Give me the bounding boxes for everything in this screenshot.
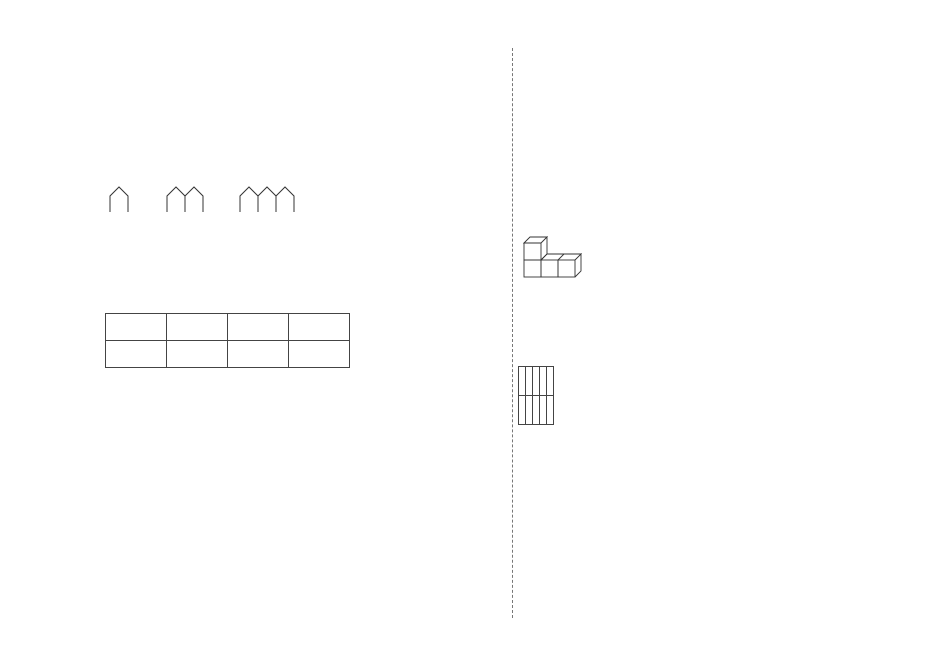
header-cell <box>533 367 540 396</box>
calc-cell <box>289 314 350 341</box>
calc-cell <box>106 341 167 368</box>
header-cell <box>519 367 526 396</box>
cube-solid-figure <box>522 236 582 280</box>
house-3 <box>240 187 294 212</box>
quick-calc-table <box>105 313 350 368</box>
row-label <box>519 396 526 425</box>
calc-cell <box>228 341 289 368</box>
calc-cell <box>167 341 228 368</box>
bar-chart-blank <box>518 432 750 544</box>
calc-cell <box>167 314 228 341</box>
value-cell <box>547 396 554 425</box>
header-cell <box>526 367 533 396</box>
stick-houses-figure <box>106 184 316 214</box>
value-cell <box>540 396 547 425</box>
value-cell <box>526 396 533 425</box>
header-cell <box>540 367 547 396</box>
header-cell <box>547 367 554 396</box>
house-1 <box>110 187 128 212</box>
square-grid-paper <box>587 229 833 286</box>
interest-group-table <box>518 366 554 425</box>
dot-grid <box>518 116 810 178</box>
column-divider <box>512 48 513 618</box>
calc-cell <box>106 314 167 341</box>
value-cell <box>533 396 540 425</box>
calc-cell <box>228 314 289 341</box>
calc-cell <box>289 341 350 368</box>
house-2 <box>167 187 203 212</box>
